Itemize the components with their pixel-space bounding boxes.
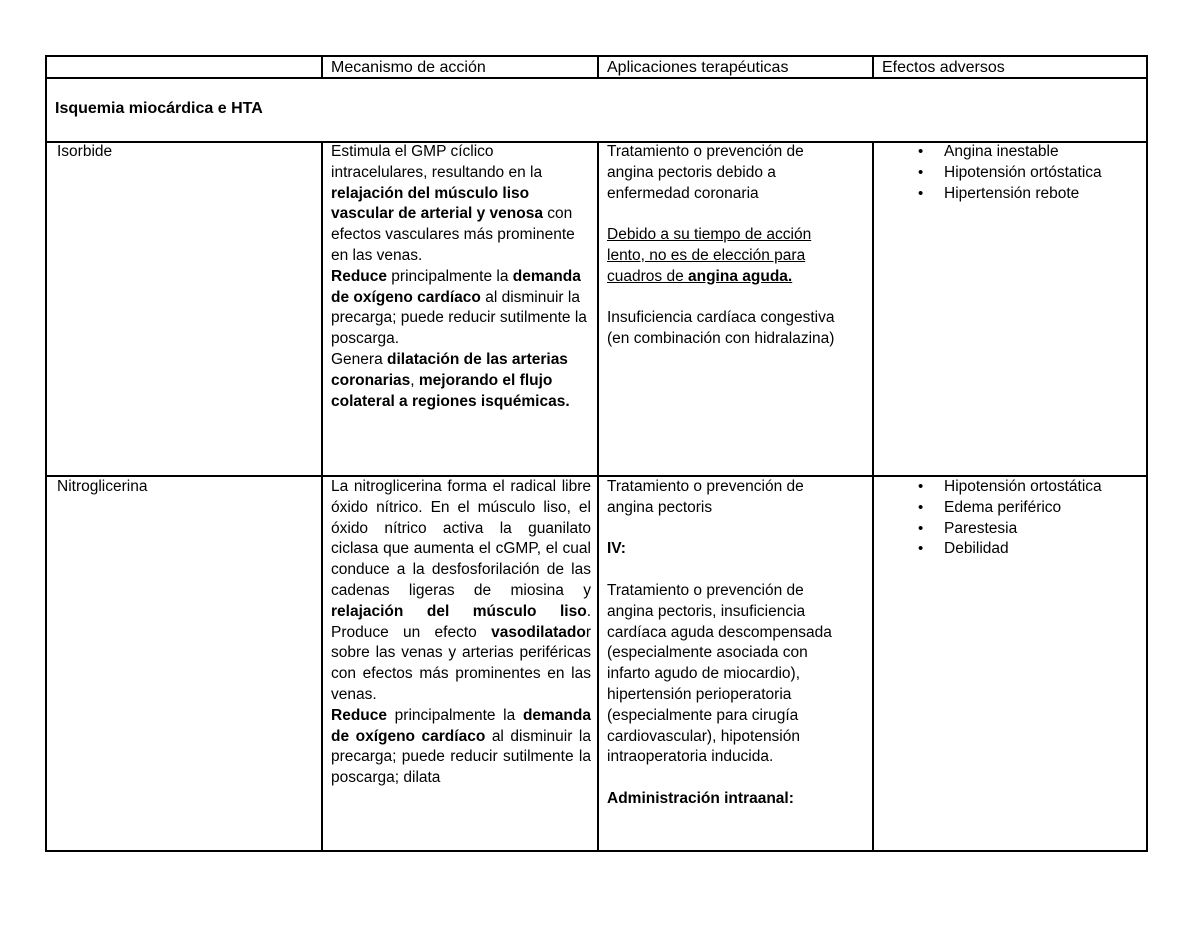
text-bold: demanda de oxígeno cardíaco [331,267,581,306]
application-paragraph: Tratamiento o prevención de angina pectoris debido a enfermedad coronaria [607,143,804,202]
text-bold: vasodilatado [491,623,586,641]
effects-nitroglicerina [874,477,1148,560]
route-label: Administración intraanal: [607,789,794,807]
text-span: principalmente la [387,267,513,285]
text-bold: Reduce [331,706,387,724]
text-span: La nitroglicerina forma el radical libre óxido nítrico. En el músculo liso, el óxido nítrico activa la guanilato ciclasa que aumenta el cGMP, el cual conduce a la desfosforilación de las cadenas ligeras de miosina y [331,478,591,599]
text-span: r sobre las venas y arterias periféricas con efectos más prominentes en las venas. [331,623,591,703]
list-item: • Hipertensión rebote [882,184,1142,205]
drug-name-nitroglicerina [49,477,321,498]
list-item: • Hipotensión ortostática [882,477,1142,498]
section-title: Isquemia miocárdica e HTA [55,100,263,117]
effects-isorbide [874,142,1148,204]
list-item: • Parestesia [882,519,1142,540]
text-span: , [410,371,419,389]
text-bold: demanda de oxígeno cardíaco [331,706,591,745]
list-item: • Debilidad [882,539,1142,560]
list-item: • Angina inestable [882,142,1142,163]
applications-nitroglicerina [599,477,847,810]
effects-list [882,477,1142,560]
text-span: Estimula el GMP cíclico intracelulares, resultando en la [331,143,543,181]
mechanism-isorbide [323,142,597,412]
drug-name-isorbide [49,142,321,163]
application-note [607,225,835,287]
text-span: Genera [331,350,388,368]
drug-table [45,55,1148,852]
text-bold: angina aguda. [688,267,793,285]
text-bold: Reduce [331,267,387,285]
text-span: . Produce un efecto [331,602,591,641]
effects-list [882,142,1142,204]
header-mecanismo: Mecanismo de acción [331,59,486,76]
application-paragraph: Insuficiencia cardíaca congestiva (en combinación con hidralazina) [607,309,835,348]
mechanism-nitroglicerina [323,477,597,850]
list-item: • Hipotensión ortóstatica [882,163,1142,184]
text-bold: dilatación de las arterias coronarias [331,350,568,389]
text-bold: relajación del músculo liso [331,602,587,620]
text-bold: relajación del músculo liso vascular de arterial y venosa [331,184,543,223]
text-span: al disminuir la precarga; puede reducir sutilmente la poscarga; dilata [331,727,591,787]
application-paragraph: Tratamiento o prevención de angina pectoris [607,478,804,516]
text-span: con efectos vasculares más prominente en las venas. [331,205,575,264]
applications-isorbide [599,142,841,350]
header-cell-empty [49,58,321,78]
route-label: IV: [607,540,626,558]
text-span: Debido a su tiempo de acción lento, no es de elección para cuadros de [607,226,812,285]
application-paragraph: Tratamiento o prevención de angina pectoris, insuficiencia cardíaca aguda descompensada (especialmente asociada con infarto agudo de miocardio), hipertensión perioperatoria (especialmente para cirugía cardiovascular), hipotensión intraoperatoria inducida. [607,581,832,766]
list-item: • Edema periférico [882,498,1142,519]
text-span: principalmente la [387,706,523,724]
drug-name: Isorbide [57,143,113,160]
drug-name: Nitroglicerina [57,478,148,495]
text-span: al disminuir la precarga; puede reducir sutilmente la poscarga. [331,288,587,348]
text-bold: mejorando el flujo colateral a regiones isquémicas. [331,371,570,410]
header-aplicaciones: Aplicaciones terapéuticas [607,59,789,76]
header-efectos: Efectos adversos [882,59,1005,76]
